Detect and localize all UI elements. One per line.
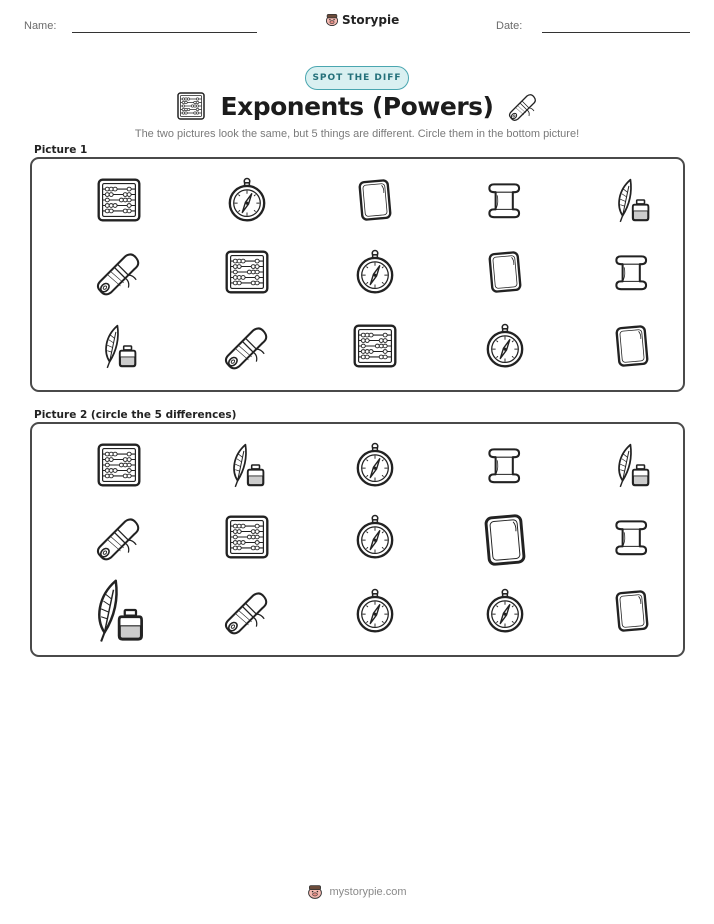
abacus-drawing bbox=[94, 175, 144, 225]
abacus-drawing bbox=[350, 321, 400, 371]
quill-ink-drawing bbox=[607, 440, 657, 490]
instructions: The two pictures look the same, but 5 things are different. Circle them in the bottom picture! bbox=[134, 128, 580, 140]
quill-ink-drawing bbox=[78, 574, 158, 646]
compass-icon[interactable] bbox=[350, 512, 400, 562]
compass-icon bbox=[222, 175, 272, 225]
pig-mascot-icon bbox=[325, 13, 339, 27]
rolled-scroll-drawing bbox=[94, 512, 144, 562]
abacus-icon bbox=[222, 247, 272, 297]
date-label: Date: bbox=[496, 20, 523, 32]
date-line bbox=[542, 32, 690, 33]
footer-url: mystorypie.com bbox=[329, 886, 407, 898]
scroll-drawing bbox=[480, 440, 530, 490]
slate-drawing bbox=[607, 586, 657, 636]
rolled-scroll-drawing bbox=[94, 247, 144, 297]
compass-drawing bbox=[350, 440, 400, 490]
brand-name: Storypie bbox=[342, 13, 400, 27]
quill-ink-icon bbox=[607, 175, 657, 225]
picture-2-label: Picture 2 (circle the 5 differences) bbox=[34, 409, 237, 421]
compass-icon[interactable] bbox=[350, 440, 400, 490]
scroll-icon[interactable] bbox=[607, 512, 657, 562]
slate-icon[interactable] bbox=[607, 586, 657, 636]
compass-drawing bbox=[350, 512, 400, 562]
quill-ink-drawing bbox=[94, 321, 144, 371]
rolled-scroll-icon bbox=[222, 321, 272, 371]
picture-2-panel bbox=[30, 422, 685, 657]
footer bbox=[0, 884, 714, 900]
rolled-scroll-drawing bbox=[222, 321, 272, 371]
compass-drawing bbox=[350, 586, 400, 636]
pig-mascot-icon bbox=[307, 884, 323, 900]
compass-drawing bbox=[480, 586, 530, 636]
slate-icon bbox=[607, 321, 657, 371]
compass-icon bbox=[350, 247, 400, 297]
compass-drawing bbox=[480, 321, 530, 371]
name-line bbox=[72, 32, 257, 33]
quill-ink-icon bbox=[94, 321, 144, 371]
slate-drawing bbox=[350, 175, 400, 225]
scroll-drawing bbox=[607, 247, 657, 297]
rolled-scroll-drawing bbox=[222, 586, 272, 636]
rolled-scroll-icon[interactable] bbox=[94, 512, 144, 562]
name-label: Name: bbox=[24, 20, 57, 32]
rolled-scroll-icon[interactable] bbox=[222, 586, 272, 636]
title-row bbox=[0, 90, 714, 122]
scroll-icon bbox=[607, 247, 657, 297]
quill-ink-icon[interactable] bbox=[607, 440, 657, 490]
rolled-scroll-icon bbox=[94, 247, 144, 297]
abacus-icon[interactable] bbox=[222, 512, 272, 562]
abacus-icon bbox=[350, 321, 400, 371]
compass-icon bbox=[480, 321, 530, 371]
quill-ink-drawing bbox=[222, 440, 272, 490]
picture-1-label: Picture 1 bbox=[34, 144, 88, 156]
compass-icon[interactable] bbox=[350, 586, 400, 636]
slate-icon bbox=[350, 175, 400, 225]
spot-the-diff-badge: SPOT THE DIFF bbox=[305, 66, 409, 90]
compass-icon[interactable] bbox=[480, 586, 530, 636]
rolled-scroll-icon bbox=[507, 90, 539, 122]
slate-icon bbox=[480, 247, 530, 297]
scroll-drawing bbox=[480, 175, 530, 225]
abacus-icon bbox=[94, 175, 144, 225]
compass-drawing bbox=[222, 175, 272, 225]
quill-ink-drawing bbox=[607, 175, 657, 225]
slate-drawing bbox=[607, 321, 657, 371]
slate-icon[interactable] bbox=[474, 504, 536, 576]
scroll-drawing bbox=[607, 512, 657, 562]
brand-logo bbox=[325, 13, 399, 27]
quill-ink-icon[interactable] bbox=[78, 574, 158, 646]
abacus-drawing bbox=[94, 440, 144, 490]
abacus-icon bbox=[175, 90, 207, 122]
page-title: Exponents (Powers) bbox=[220, 91, 494, 121]
compass-drawing bbox=[350, 247, 400, 297]
slate-drawing bbox=[480, 247, 530, 297]
quill-ink-icon[interactable] bbox=[222, 440, 272, 490]
scroll-icon bbox=[480, 175, 530, 225]
abacus-drawing bbox=[222, 247, 272, 297]
slate-drawing bbox=[474, 504, 536, 576]
abacus-drawing bbox=[222, 512, 272, 562]
abacus-icon[interactable] bbox=[94, 440, 144, 490]
picture-1-panel bbox=[30, 157, 685, 392]
scroll-icon[interactable] bbox=[480, 440, 530, 490]
